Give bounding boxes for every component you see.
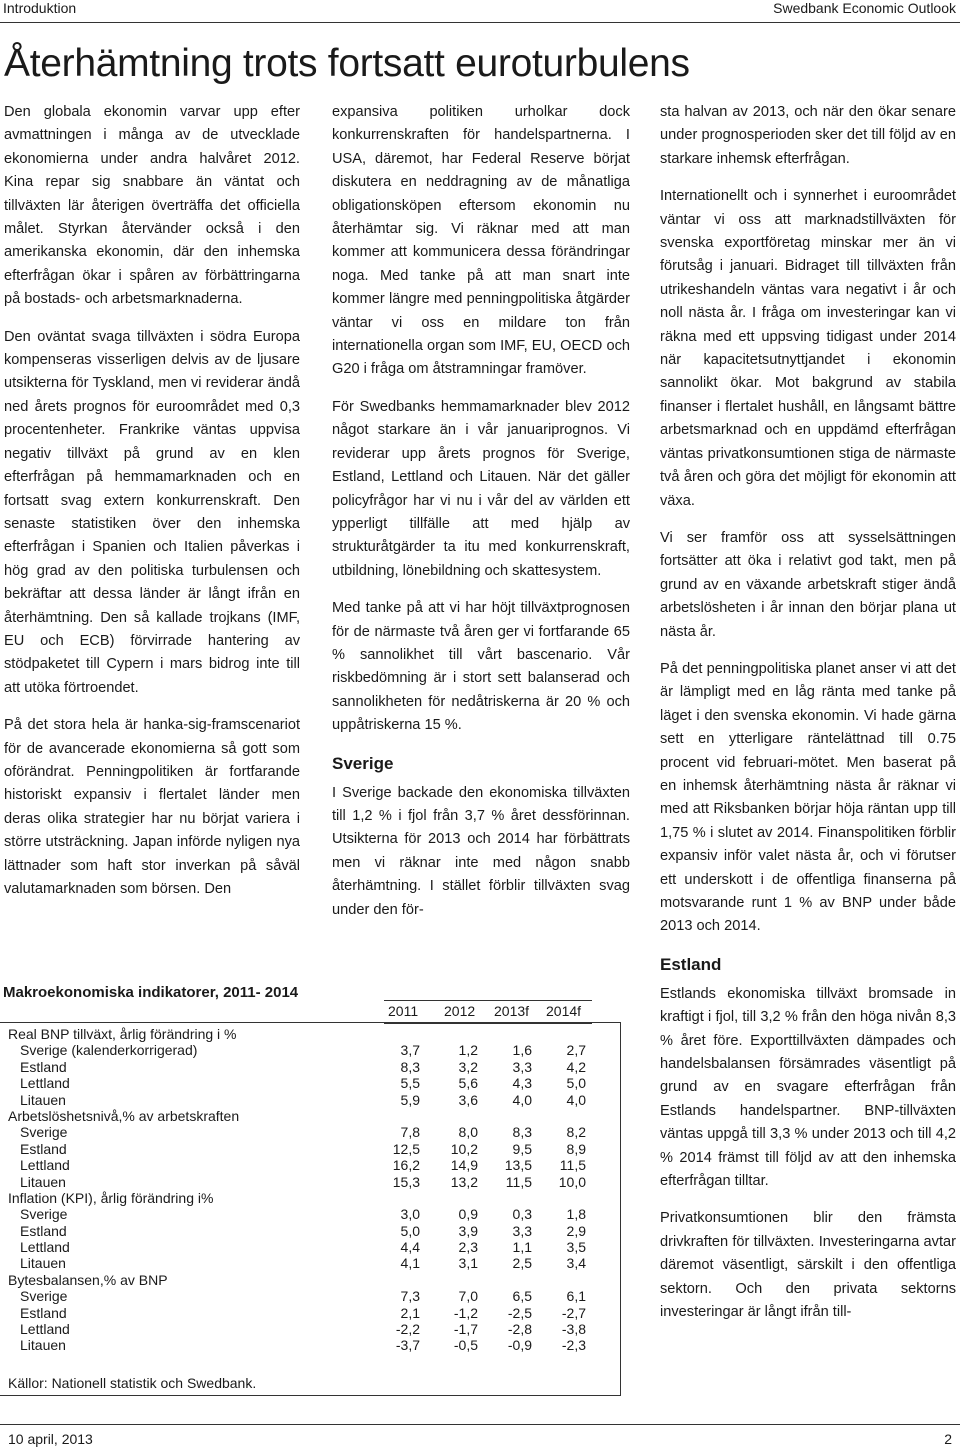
row-label: Sverige bbox=[20, 1206, 68, 1223]
table-cell: 2,9 bbox=[566, 1222, 586, 1239]
table-row bbox=[0, 1239, 600, 1255]
table-cell: 3,6 bbox=[458, 1091, 478, 1108]
paragraph: På det penningpolitiska planet anser vi att det är lämpligt med en låg ränta med tanke på läget i den svenska ekonomin. Vi hade gärna sett en ytterligare räntelättnad till 0.75 procent vid februari-mötet. Men baserat på en inhemsk återhämtning nästa år räknar vi med att Riksbanken börjar höja räntan upp till 1,75 % i slutet av 2014. Finanspolitiken förblir expansiv inför valet nästa år, och vi förutser ett underskott i de offentliga finanserna på motsvarande runt 1 % av BNP under både 2013 och 2014. bbox=[660, 660, 956, 935]
table-cell: 8,9 bbox=[566, 1140, 586, 1157]
table-cell: -2,2 bbox=[395, 1321, 420, 1338]
table-cell: 7,0 bbox=[458, 1288, 478, 1305]
table-cell: -2,7 bbox=[561, 1304, 586, 1321]
table-cell: 3,5 bbox=[566, 1239, 586, 1256]
table-cell: 12,5 bbox=[392, 1140, 420, 1157]
section-heading-sverige: Sverige bbox=[332, 753, 394, 773]
table-cell: -0,5 bbox=[453, 1337, 478, 1354]
table-cell: 6,1 bbox=[566, 1288, 586, 1305]
table-cell: -2,8 bbox=[507, 1321, 532, 1338]
table-row bbox=[0, 1223, 600, 1239]
page-title: Återhämtning trots fortsatt euroturbulens bbox=[4, 42, 690, 85]
table-cell: 4,1 bbox=[400, 1255, 420, 1272]
table-group-header bbox=[0, 1026, 600, 1042]
row-label: Sverige bbox=[20, 1124, 68, 1141]
header-rule bbox=[0, 22, 960, 23]
table-cell: 16,2 bbox=[392, 1157, 420, 1174]
table-cell: 3,3 bbox=[512, 1222, 532, 1239]
row-label: Arbetslöshetsnivå,% av arbetskraften bbox=[8, 1107, 240, 1124]
table-cell: 10,2 bbox=[450, 1140, 478, 1157]
indicator-table bbox=[0, 1026, 600, 1354]
table-cell: 1,2 bbox=[458, 1042, 478, 1059]
table-cell: 7,3 bbox=[400, 1288, 420, 1305]
column-3 bbox=[660, 101, 956, 1339]
table-cell: 8,0 bbox=[458, 1124, 478, 1141]
row-label: Lettland bbox=[20, 1239, 70, 1256]
table-cell: 3,1 bbox=[458, 1255, 478, 1272]
row-label: Litauen bbox=[20, 1091, 66, 1108]
table-cell: 15,3 bbox=[392, 1173, 420, 1190]
table-cell: 10,0 bbox=[558, 1173, 586, 1190]
year-header: 2013f bbox=[494, 1003, 530, 1019]
table-cell: 8,3 bbox=[400, 1058, 420, 1075]
table-header bbox=[384, 1000, 592, 1024]
paragraph: För Swedbanks hemmamarknader blev 2012 något starkare än i vår januariprognos. Vi reviderar upp årets prognos för Sverige, Estland, Lettland och Litauen. När det gäller policyfrågor har vi nu i vår del av världen ett ypperligt tillfälle att med hjälp av strukturåtgärder ta itu med konkurrenskraft, utbildning, lönebildning och skattesystem. bbox=[332, 398, 630, 579]
row-label: Estland bbox=[20, 1140, 67, 1157]
table-row bbox=[0, 1206, 600, 1222]
paragraph: Privatkonsumtionen blir den främsta drivkraften för tillväxten. Investeringarna avtar däremot väsentligt, särskilt i den offentliga sektorn. Och den privata sektorns investeringar är långt ifrån till- bbox=[660, 1210, 956, 1321]
table-cell: 8,3 bbox=[512, 1124, 532, 1141]
table-row bbox=[0, 1141, 600, 1157]
page-number: 2 bbox=[944, 1431, 952, 1447]
table-cell: 4,0 bbox=[566, 1091, 586, 1108]
row-label: Sverige bbox=[20, 1288, 68, 1305]
table-title: Makroekonomiska indikatorer, 2011- 2014 bbox=[3, 984, 299, 1001]
table-cell: 2,3 bbox=[458, 1239, 478, 1256]
table-cell: 5,6 bbox=[458, 1075, 478, 1092]
table-cell: 0,3 bbox=[512, 1206, 532, 1223]
paragraph: Internationellt och i synnerhet i euroområdet väntar vi oss att marknadstillväxten för svenska exportföretag minskar mer än vi förutsåg i januari. Bidraget till tillväxten från utrikeshandeln väntas vara negativt i år och noll nästa år. I fråga om investeringar kan vi räkna med ett uppsving tidigast under 2014 när kapacitetsutnyttjandet i ekonomin sannolikt ökar. Mot bakgrund av stabila finanser i flertalet hushåll, en långsamt bättre arbetsmarknad och en uppdämd efterfrågan väntas privatkonsumtionen stiga de närmaste två åren och göra det möjligt för ekonomin att växa. bbox=[660, 188, 956, 509]
table-cell: 9,5 bbox=[512, 1140, 532, 1157]
table-cell: -3,8 bbox=[561, 1321, 586, 1338]
year-header: 2014f bbox=[546, 1003, 582, 1019]
table-group-header bbox=[0, 1190, 600, 1206]
table-group-header bbox=[0, 1272, 600, 1288]
table-row bbox=[0, 1255, 600, 1271]
table-cell: 4,4 bbox=[400, 1239, 420, 1256]
table-cell: 1,8 bbox=[566, 1206, 586, 1223]
section-heading-estland: Estland bbox=[660, 954, 722, 974]
table-row bbox=[0, 1092, 600, 1108]
row-label: Litauen bbox=[20, 1255, 66, 1272]
paragraph: I Sverige backade den ekonomiska tillväxten till 1,2 % i fjol från 3,7 % året dessförinnan. Utsikterna för 2013 och 2014 har förbättrats men vi räknar inte med någon snabb återhämtning. I stället förblir tillväxten svag under den för- bbox=[332, 784, 630, 918]
table-row bbox=[0, 1059, 600, 1075]
paragraph: expansiva politiken urholkar dock konkurrenskraften för handelspartnerna. I USA, däremot, har Federal Reserve börjat diskutera en neddragning av de månatliga obligationsköpen eftersom ekonomin nu återhämtar sig. Vi räknar med att man kommer att kommunicera dessa förändringar noga. Med tanke på att man snart inte kommer längre med penningpolitiska åtgärder väntar vi oss en mildare ton från internationella organ som IMF, EU, OECD och G20 i fråga om åtstramningar framöver. bbox=[332, 104, 630, 378]
table-cell: 4,0 bbox=[512, 1091, 532, 1108]
publication-name: Swedbank Economic Outlook bbox=[773, 0, 956, 16]
table-cell: 13,2 bbox=[450, 1173, 478, 1190]
table-cell: 11,5 bbox=[505, 1173, 532, 1190]
table-source: Källor: Nationell statistik och Swedbank. bbox=[8, 1375, 257, 1391]
row-label: Litauen bbox=[20, 1173, 66, 1190]
table-cell: -3,7 bbox=[395, 1337, 420, 1354]
paragraph: Den globala ekonomin varvar upp efter avmattningen i många av de utvecklade ekonomierna under andra halvåret 2012. Kina repar sig snabbare än väntat och tillväxten lär återigen överträffa det officiella målet. Styrkan återvänder också i den amerikanska ekonomin, där den inhemska efterfrågan ökar i spåren av förbättringarna på bostads- och arbetsmarknaderna. bbox=[4, 104, 300, 308]
row-label: Bytesbalansen,% av BNP bbox=[8, 1271, 168, 1288]
footer-date: 10 april, 2013 bbox=[8, 1431, 93, 1447]
row-label: Lettland bbox=[20, 1321, 70, 1338]
row-label: Estland bbox=[20, 1058, 67, 1075]
table-cell: -0,9 bbox=[507, 1337, 532, 1354]
paragraph: Den oväntat svaga tillväxten i södra Europa kompenseras visserligen delvis av de ljusare utsikterna för Tyskland, men vi reviderar ändå ned årets prognos för euroområdet med 0,3 procentenheter. Frankrike väntas uppvisa negativ tillväxt på grund av en klen efterfrågan på hemmamarknaden och en fortsatt svag extern konkurrenskraft. Den senaste statistiken över den inhemska efterfrågan i Spanien och Italien påverkas i hög grad av den politiska turbulensen och bekräftar att dessa länder är långt ifrån en återhämtning. Den så kallade trojkans (IMF, EU och ECB) förvirrade hantering av stödpaketet till Cypern i mars bidrog inte till att utöka förtroendet. bbox=[4, 328, 300, 696]
table-cell: 5,0 bbox=[566, 1075, 586, 1092]
table-cell: 3,4 bbox=[566, 1255, 586, 1272]
table-cell: 5,5 bbox=[400, 1075, 420, 1092]
row-label: Inflation (KPI), årlig förändring i% bbox=[8, 1189, 214, 1206]
table-cell: 5,0 bbox=[400, 1222, 420, 1239]
table-row bbox=[0, 1174, 600, 1190]
paragraph: sta halvan av 2013, och när den ökar senare under prognosperioden sker det till följd av en starkare inhemsk efterfrågan. bbox=[660, 104, 956, 167]
table-cell: 2,1 bbox=[400, 1304, 420, 1321]
table-cell: 4,3 bbox=[512, 1075, 532, 1092]
column-2 bbox=[332, 101, 630, 936]
table-cell: 14,9 bbox=[450, 1157, 478, 1174]
table-row bbox=[0, 1157, 600, 1173]
table-cell: 7,8 bbox=[400, 1124, 420, 1141]
table-cell: 0,9 bbox=[458, 1206, 478, 1223]
column-1 bbox=[4, 101, 300, 915]
table-row bbox=[0, 1337, 600, 1353]
table-row bbox=[0, 1305, 600, 1321]
table-row bbox=[0, 1124, 600, 1140]
table-cell: 11,5 bbox=[559, 1157, 586, 1174]
table-cell: 1,6 bbox=[512, 1042, 532, 1059]
table-cell: 8,2 bbox=[566, 1124, 586, 1141]
table-cell: -2,3 bbox=[561, 1337, 586, 1354]
table-row bbox=[0, 1042, 600, 1058]
table-cell: 13,5 bbox=[504, 1157, 532, 1174]
table-cell: 5,9 bbox=[400, 1091, 420, 1108]
table-cell: 1,1 bbox=[512, 1239, 532, 1256]
table-cell: 6,5 bbox=[512, 1288, 532, 1305]
footer-rule bbox=[0, 1424, 960, 1425]
row-label: Sverige (kalenderkorrigerad) bbox=[20, 1042, 198, 1059]
table-row bbox=[0, 1321, 600, 1337]
table-cell: 3,9 bbox=[458, 1222, 478, 1239]
row-label: Estland bbox=[20, 1304, 67, 1321]
table-group-header bbox=[0, 1108, 600, 1124]
year-header: 2012 bbox=[444, 1003, 476, 1019]
table-cell: -1,7 bbox=[453, 1321, 478, 1338]
row-label: Lettland bbox=[20, 1075, 70, 1092]
table-row bbox=[0, 1288, 600, 1304]
paragraph: Estlands ekonomiska tillväxt bromsade in kraftigt i fjol, till 3,2 % från den höga nivån 8,3 % året före. Exporttillväxten dämpades och handelsbalansen försämrades väsentligt på grund av en svagare efterfrågan från Estlands handelspartner. BNP-tillväxten väntas uppgå till 3,3 % under 2013 och till 4,2 % 2014 främst till följd av att den inhemska efterfrågan tilltar. bbox=[660, 985, 956, 1190]
row-label: Real BNP tillväxt, årlig förändring i % bbox=[8, 1026, 237, 1042]
table-cell: 3,0 bbox=[400, 1206, 420, 1223]
table-cell: 4,2 bbox=[566, 1058, 586, 1075]
paragraph: På det stora hela är hanka-sig-framscenariot för de avancerade ekonomierna så gott som oförändrat. Penningpolitiken är fortfarande historiskt expansiv i flertalet länder men deras olika strategier har nu börjat variera i större utsträckning. Japan införde nyligen nya lättnader som haft stor inverkan på såväl valutamarknaden som börsen. Den bbox=[4, 717, 300, 897]
table-row bbox=[0, 1075, 600, 1091]
table-cell: 2,7 bbox=[566, 1042, 586, 1059]
table-cell: 3,2 bbox=[458, 1058, 478, 1075]
table-cell: 3,3 bbox=[512, 1058, 532, 1075]
table-cell: -1,2 bbox=[453, 1304, 478, 1321]
paragraph: Vi ser framför oss att sysselsättningen fortsätter att öka i relativt god takt, men på grund av en växande arbetskraft stiger ändå arbetslösheten i år innan den börjar plana ut nästa år. bbox=[660, 529, 956, 640]
table-cell: -2,5 bbox=[507, 1304, 532, 1321]
row-label: Litauen bbox=[20, 1337, 66, 1354]
table-cell: 2,5 bbox=[512, 1255, 532, 1272]
row-label: Estland bbox=[20, 1222, 67, 1239]
row-label: Lettland bbox=[20, 1157, 70, 1174]
table-cell: 3,7 bbox=[400, 1042, 420, 1059]
paragraph: Med tanke på att vi har höjt tillväxtprognosen för de närmaste två åren ger vi fortfarande 65 % sannolikhet till vårt bascenario. Vår riskbedömning är i stort sett balanserad och sannolikheten för nedåtriskerna är 20 % och uppåtriskerna 15 %. bbox=[332, 600, 630, 734]
section-label: Introduktion bbox=[3, 0, 77, 16]
year-header: 2011 bbox=[388, 1003, 419, 1019]
